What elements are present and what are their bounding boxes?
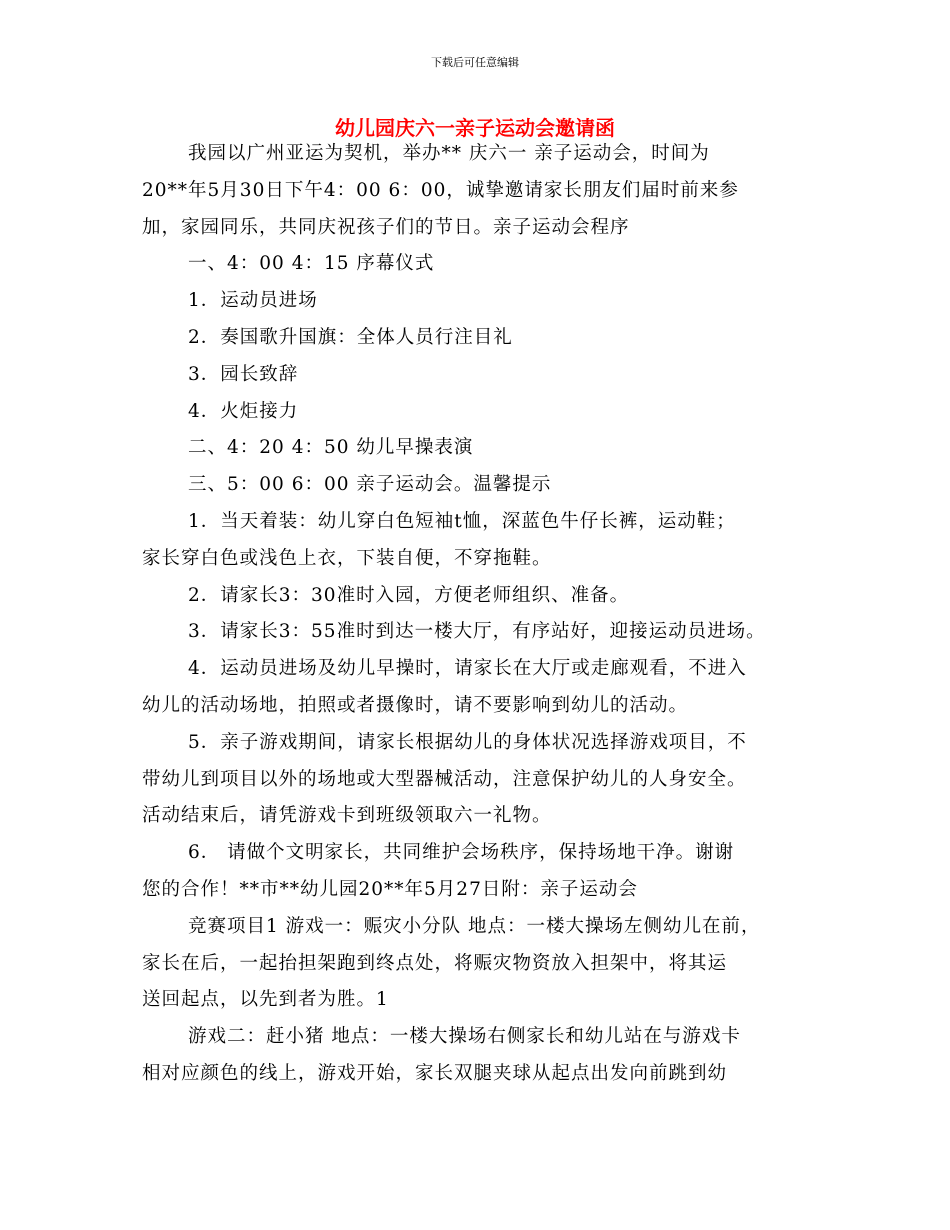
body-line: 4．运动员进场及幼儿早操时，请家长在大厅或走廊观看，不进入 <box>188 658 747 680</box>
body-line: 带幼儿到项目以外的场地或大型器械活动，注意保护幼儿的人身安全。 <box>142 768 747 790</box>
document-body <box>142 136 832 1093</box>
body-line: 送回起点，以先到者为胜。1 <box>142 989 389 1011</box>
body-line: 二、4：20 4：50 幼儿早操表演 <box>188 437 474 459</box>
body-line: 2．请家长3：30准时入园，方便老师组织、准备。 <box>188 584 630 606</box>
body-line: 3．请家长3：55准时到达一楼大厅，有序站好，迎接运动员进场。 <box>188 621 766 643</box>
body-line: 5．亲子游戏期间，请家长根据幼儿的身体状况选择游戏项目，不 <box>188 731 747 753</box>
body-line: 我园以广州亚运为契机，举办** 庆六一 亲子运动会，时间为 <box>188 143 710 164</box>
body-line: 家长穿白色或浅色上衣，下装自便，不穿拖鞋。 <box>142 547 552 569</box>
body-line: 家长在后，一起抬担架跑到终点处，将赈灾物资放入担架中，将其运 <box>142 952 728 974</box>
body-line: 1．当天着装：幼儿穿白色短袖t恤，深蓝色牛仔长裤，运动鞋； <box>188 510 736 532</box>
body-line: 加，家园同乐，共同庆祝孩子们的节日。亲子运动会程序 <box>142 216 630 238</box>
header-note: 下载后可任意编辑 <box>431 56 519 69</box>
body-line: 活动结束后，请凭游戏卡到班级领取六一礼物。 <box>142 805 552 827</box>
body-line: 您的合作！**市**幼儿园20**年5月27日附：亲子运动会 <box>142 878 638 900</box>
body-line: 三、5：00 6：00 亲子运动会。温馨提示 <box>188 474 552 496</box>
body-line: 2．奏国歌升国旗：全体人员行注目礼 <box>188 326 513 348</box>
document-title: 幼儿园庆六一亲子运动会邀请函 <box>335 116 615 140</box>
body-line: 幼儿的活动场地，拍照或者摄像时，请不要影响到幼儿的活动。 <box>142 694 689 716</box>
body-line: 游戏二：赶小猪 地点：一楼大操场右侧家长和幼儿站在与游戏卡 <box>188 1026 741 1048</box>
body-line: 4．火炬接力 <box>188 400 299 422</box>
body-line: 一、4：00 4：15 序幕仪式 <box>188 253 435 275</box>
body-line: 竞赛项目1 游戏一：赈灾小分队 地点：一楼大操场左侧幼儿在前， <box>188 915 761 937</box>
body-line: 20**年5月30日下午4：00 6：00，诚挚邀请家长朋友们届时前来参 <box>142 179 739 201</box>
body-line: 6． 请做个文明家长，共同维护会场秩序，保持场地干净。谢谢 <box>188 842 735 864</box>
body-line: 3．园长致辞 <box>188 363 299 385</box>
body-line: 相对应颜色的线上，游戏开始，家长双腿夹球从起点出发向前跳到幼 <box>142 1062 728 1084</box>
body-line: 1．运动员进场 <box>188 290 318 312</box>
